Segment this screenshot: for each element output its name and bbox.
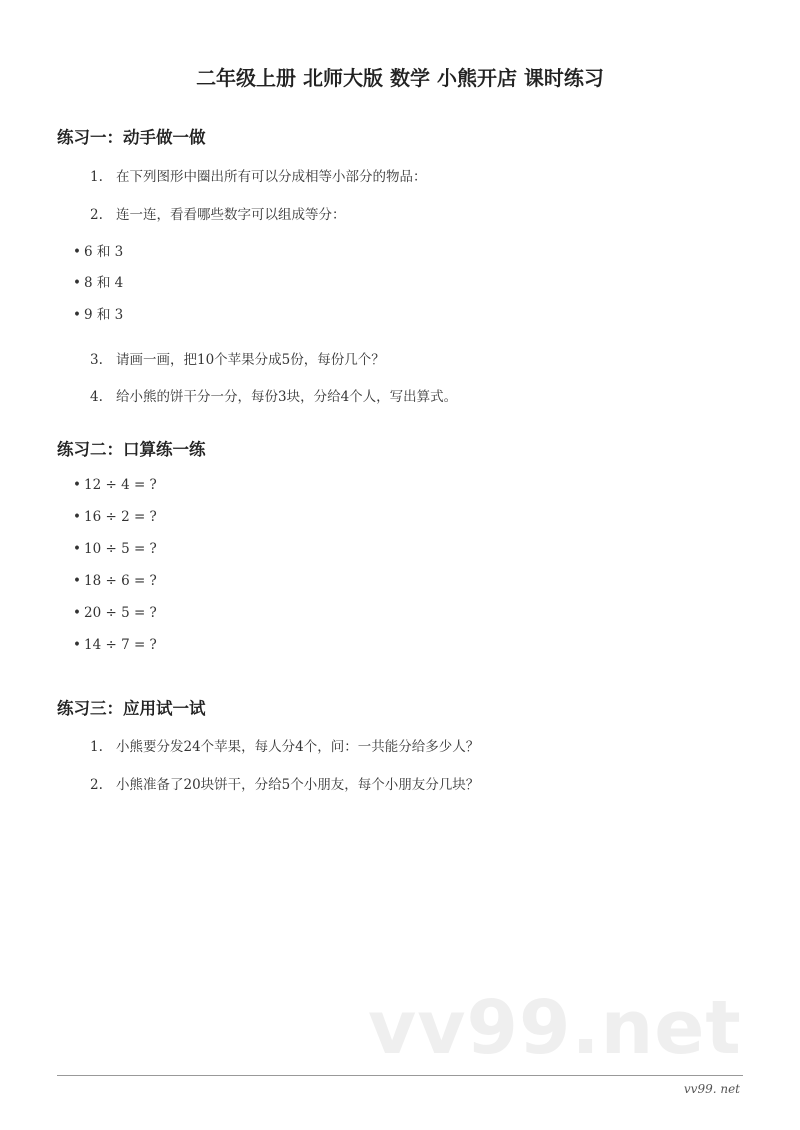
bullet-text: 18 ÷ 6 = ? — [84, 573, 157, 589]
bullet-item — [73, 605, 157, 621]
bullet-icon: • — [73, 275, 81, 291]
bullet-icon: • — [73, 541, 81, 557]
item-text: 小熊准备了20块饼干，分给5个小朋友，每个小朋友分几块？ — [116, 777, 480, 793]
bullet-icon: • — [73, 605, 81, 621]
bullet-icon: • — [73, 573, 81, 589]
list-item — [90, 165, 427, 185]
item-text: 小熊要分发24个苹果，每人分4个，问：一共能分给多少人？ — [116, 739, 480, 755]
bullet-text: 10 ÷ 5 = ? — [84, 541, 157, 557]
bullet-text: 8 和 4 — [84, 275, 124, 291]
item-number: 2. — [90, 777, 103, 793]
bullet-item — [73, 573, 157, 589]
item-number: 2. — [90, 207, 103, 223]
bullet-item — [73, 541, 157, 557]
page-title: 二年级上册 北师大版 数学 小熊开店 课时练习 — [196, 66, 604, 90]
section-heading-3: 练习三：应用试一试 — [57, 699, 206, 718]
bullet-text: 20 ÷ 5 = ? — [84, 605, 157, 621]
item-number: 3. — [90, 352, 103, 368]
bullet-icon: • — [73, 477, 81, 493]
list-item — [90, 348, 385, 368]
bullet-item — [73, 637, 157, 653]
bullet-item — [73, 271, 123, 291]
section-heading-1: 练习一：动手做一做 — [57, 128, 206, 147]
item-text: 给小熊的饼干分一分，每份3块，分给4个人，写出算式。 — [116, 389, 458, 405]
bullet-icon: • — [73, 509, 81, 525]
bullet-icon: • — [73, 307, 81, 323]
watermark: vv99.net — [368, 985, 742, 1071]
footer-text: vv99. net — [683, 1082, 740, 1096]
item-text: 在下列图形中圈出所有可以分成相等小部分的物品： — [116, 169, 427, 185]
item-text: 请画一画，把10个苹果分成5份，每份几个？ — [116, 352, 385, 368]
bullet-text: 16 ÷ 2 = ? — [84, 509, 157, 525]
bullet-text: 14 ÷ 7 = ? — [84, 637, 157, 653]
item-number: 1. — [90, 739, 103, 755]
bullet-text: 9 和 3 — [84, 307, 124, 323]
item-number: 4. — [90, 389, 103, 405]
bullet-item — [73, 509, 157, 525]
item-text: 连一连，看看哪些数字可以组成等分： — [116, 207, 346, 223]
bullet-text: 6 和 3 — [84, 244, 124, 260]
bullet-item — [73, 303, 123, 323]
section-heading-2: 练习二：口算练一练 — [57, 440, 206, 459]
list-item — [90, 385, 457, 405]
list-item — [90, 773, 479, 793]
list-item — [90, 203, 346, 223]
bullet-text: 12 ÷ 4 = ? — [84, 477, 157, 493]
bullet-icon: • — [73, 637, 81, 653]
footer-divider — [57, 1075, 743, 1076]
list-item — [90, 735, 479, 755]
bullet-item — [73, 240, 123, 260]
bullet-item — [73, 477, 157, 493]
item-number: 1. — [90, 169, 103, 185]
bullet-icon: • — [73, 244, 81, 260]
